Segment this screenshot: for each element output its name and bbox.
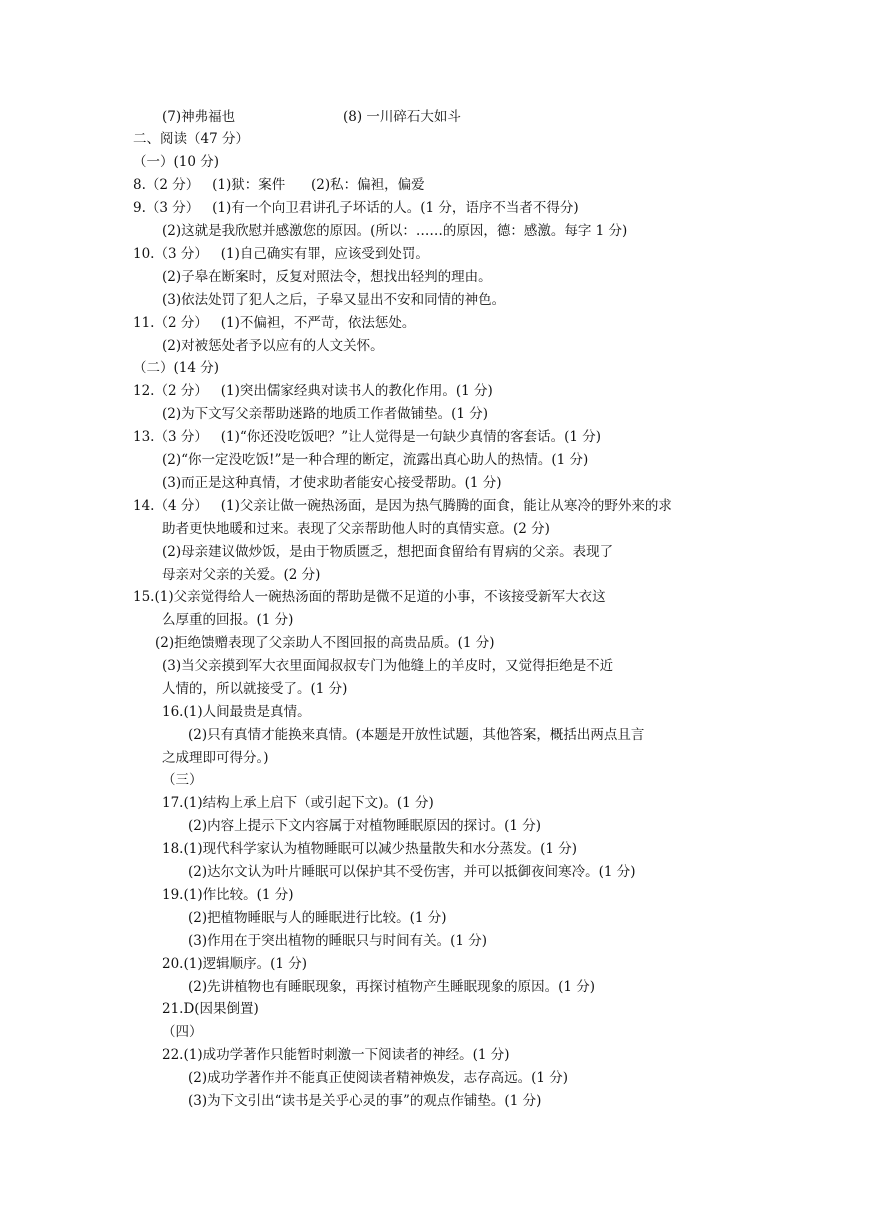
answer-line: 20.(1)逻辑顺序。(1 分) xyxy=(162,956,308,972)
answer-line: 10.（3 分） (1)自己确实有罪，应该受到处罚。 xyxy=(133,246,429,262)
answer-line: (7)神弗福也 xyxy=(162,109,236,125)
section-heading: 二、阅读（47 分） xyxy=(133,131,249,147)
answer-line: 18.(1)现代科学家认为植物睡眠可以减少热量散失和水分蒸发。(1 分) xyxy=(162,841,578,857)
section-heading: （三） xyxy=(162,772,203,788)
answer-line: (2)子皋在断案时，反复对照法令，想找出轻判的理由。 xyxy=(162,269,492,285)
answer-line: 15.(1)父亲觉得给人一碗热汤面的帮助是微不足道的小事，不该接受新军大衣这 xyxy=(133,589,606,605)
answer-line: 9.（3 分） (1)有一个向卫君讲孔子坏话的人。(1 分，语序不当者不得分) xyxy=(133,200,579,216)
answer-line: (2)这就是我欣慰并感激您的原因。(所以：……的原因，德：感激。每字 1 分) xyxy=(162,223,628,239)
answer-line: 22.(1)成功学著作只能暂时刺激一下阅读者的神经。(1 分) xyxy=(162,1047,510,1063)
answer-line: (2)为下文写父亲帮助迷路的地质工作者做铺垫。(1 分) xyxy=(162,406,489,422)
section-heading: （四） xyxy=(162,1024,203,1040)
answer-line: (2)母亲建议做炒饭，是由于物质匮乏，想把面食留给有胃病的父亲。表现了 xyxy=(162,544,614,560)
answer-line: (2)先讲植物也有睡眠现象，再探讨植物产生睡眠现象的原因。(1 分) xyxy=(188,979,596,995)
answer-line: (2)把植物睡眠与人的睡眠进行比较。(1 分) xyxy=(188,910,447,926)
answer-line: 母亲对父亲的关爱。(2 分) xyxy=(162,567,321,583)
answer-line: 8.（2 分） (1)狱：案件 (2)私：偏袒，偏爱 xyxy=(133,177,425,193)
answer-line: (2)拒绝馈赠表现了父亲助人不图回报的高贵品质。(1 分) xyxy=(155,635,495,651)
answer-line: (3)为下文引出“读书是关乎心灵的事”的观点作铺垫。(1 分) xyxy=(188,1093,542,1109)
answer-line: 11.（2 分） (1)不偏袒，不严苛，依法惩处。 xyxy=(133,315,416,331)
answer-line: (3)作用在于突出植物的睡眠只与时间有关。(1 分) xyxy=(188,933,488,949)
answer-line: 之成理即可得分。) xyxy=(162,750,269,766)
answer-line: (2)内容上提示下文内容属于对植物睡眠原因的探讨。(1 分) xyxy=(188,818,542,834)
answer-line: (2)成功学著作并不能真正使阅读者精神焕发，志存高远。(1 分) xyxy=(188,1070,569,1086)
answer-line: 19.(1)作比较。(1 分) xyxy=(162,887,294,903)
answer-line: 么厚重的回报。(1 分) xyxy=(162,612,294,628)
answer-line: (8) 一川碎石大如斗 xyxy=(343,109,461,125)
answer-line: 助者更快地暖和过来。表现了父亲帮助他人时的真情实意。(2 分) xyxy=(162,521,550,537)
answer-line: (2)只有真情才能换来真情。(本题是开放性试题，其他答案，概括出两点且言 xyxy=(188,727,645,743)
answer-line: 17.(1)结构上承上启下（或引起下文)。(1 分) xyxy=(162,795,434,811)
answer-line: 人情的，所以就接受了。(1 分) xyxy=(162,681,348,697)
answer-line: (3)依法处罚了犯人之后，子皋又显出不安和同情的神色。 xyxy=(162,292,506,308)
answer-line: (2)“你一定没吃饭!”是一种合理的断定，流露出真心助人的热情。(1 分) xyxy=(162,452,589,468)
answer-line: (3)而正是这种真情，才使求助者能安心接受帮助。(1 分) xyxy=(162,475,502,491)
answer-line: 21.D(因果倒置) xyxy=(162,1001,259,1017)
section-heading: （一）(10 分) xyxy=(133,154,220,170)
section-heading: （二）(14 分) xyxy=(133,360,220,376)
answer-line: (2)达尔文认为叶片睡眠可以保护其不受伤害，并可以抵御夜间寒冷。(1 分) xyxy=(188,864,636,880)
answer-line: 13.（3 分） (1)“你还没吃饭吧？”让人觉得是一句缺少真情的客套话。(1 分) xyxy=(133,429,602,445)
answer-line: 16.(1)人间最贵是真情。 xyxy=(162,704,311,720)
answer-line: 14.（4 分） (1)父亲让做一碗热汤面，是因为热气腾腾的面食，能让从寒冷的野外来的求 xyxy=(133,498,672,514)
answer-line: (3)当父亲摸到军大衣里面闻叔叔专门为他缝上的羊皮时，又觉得拒绝是不近 xyxy=(162,658,614,674)
answer-line: 12.（2 分） (1)突出儒家经典对读书人的教化作用。(1 分) xyxy=(133,383,493,399)
answer-line: (2)对被惩处者予以应有的人文关怀。 xyxy=(162,338,384,354)
